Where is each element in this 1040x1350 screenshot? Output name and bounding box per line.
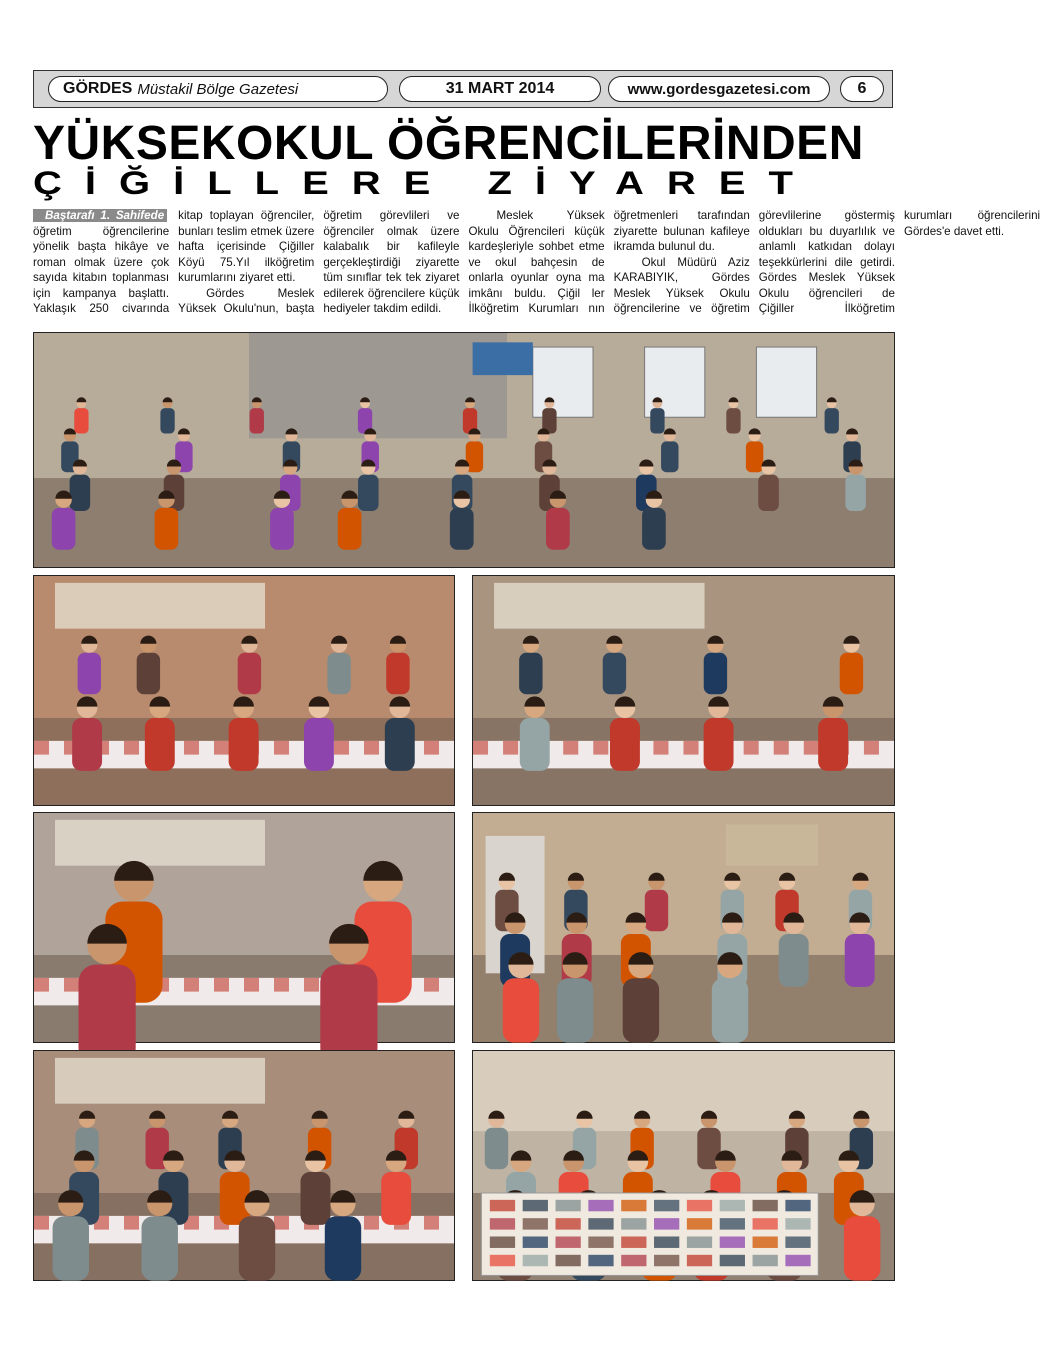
article-paragraph-3: Meslek Yüksek Okulu Öğrencileri küçük kardeşleriyle sohbet etme ve okul bahçesin de onlarla oyunlar oyna ma imkânı buldu. Çiğil ler İlköğretim Kurumları nın öğretmenleri tarafından ziyarette bulunan kafileye ikramda bulunul du.: [468, 209, 750, 315]
classroom-photo-3: [33, 812, 455, 1043]
hallway-photo: [472, 812, 895, 1043]
article-body: [33, 208, 1040, 330]
article-paragraph-1-text: öğretim öğrencilerine yönelik başta hikâye ve roman olmak üzere çok sayıda kitabın toplanması için kampanya başlattı. Yaklaşık 250 civarında kitap toplayan öğrenciler, bunları teslim etmek üzere hafta içerisinde Çiğiller Köyü 75.Yıl ilköğretim kurumlarını ziyaret etti.: [33, 209, 315, 315]
website-link[interactable]: www.gordesgazetesi.com: [608, 76, 830, 102]
headline-line-2: ÇİĞİLLERE ZİYARET: [33, 165, 816, 202]
paper-name-title: GÖRDES: [63, 80, 133, 97]
article-paragraph-4: Okul Müdürü Aziz KARABIYIK, Gördes Meslek Yüksek Okulu öğrencilerine ve öğretim görevlilerine göstermiş oldukları bu duyarlılık ve anlamlı katkıdan dolayı teşekkürlerini dile getirdi. Gördes Meslek Yüksek Okulu öğrencileri de Çiğiller İlköğretim kurumları öğrencilerini Gördes'e davet etti.: [613, 209, 1040, 315]
continued-kicker: Baştarafı 1. Sahifede: [33, 209, 167, 222]
paper-name: [48, 76, 388, 102]
paper-name-subtitle: Müstakil Bölge Gazetesi: [137, 80, 299, 98]
headline-line-1: YÜKSEKOKUL ÖĞRENCİLERİNDEN: [33, 117, 864, 170]
classroom-photo-4: [33, 1050, 455, 1281]
issue-date: 31 MART 2014: [399, 76, 601, 102]
article-paragraph-2: Gördes Meslek Yüksek Okulu'nun, başta öğretim görevlileri ve öğrenciler olmak üzere kalabalık bir kafileyle gerçekleştirdiği ziyarette tüm sınıflar tek tek ziyaret edilerek öğrencilere küçük hediyeler takdim edildi.: [178, 209, 460, 315]
page-number: 6: [840, 76, 884, 102]
books-photo: [472, 1050, 895, 1281]
classroom-photo-2: [472, 575, 895, 806]
group-photo: [33, 332, 895, 568]
classroom-photo-1: [33, 575, 455, 806]
masthead-bar: [33, 70, 893, 108]
